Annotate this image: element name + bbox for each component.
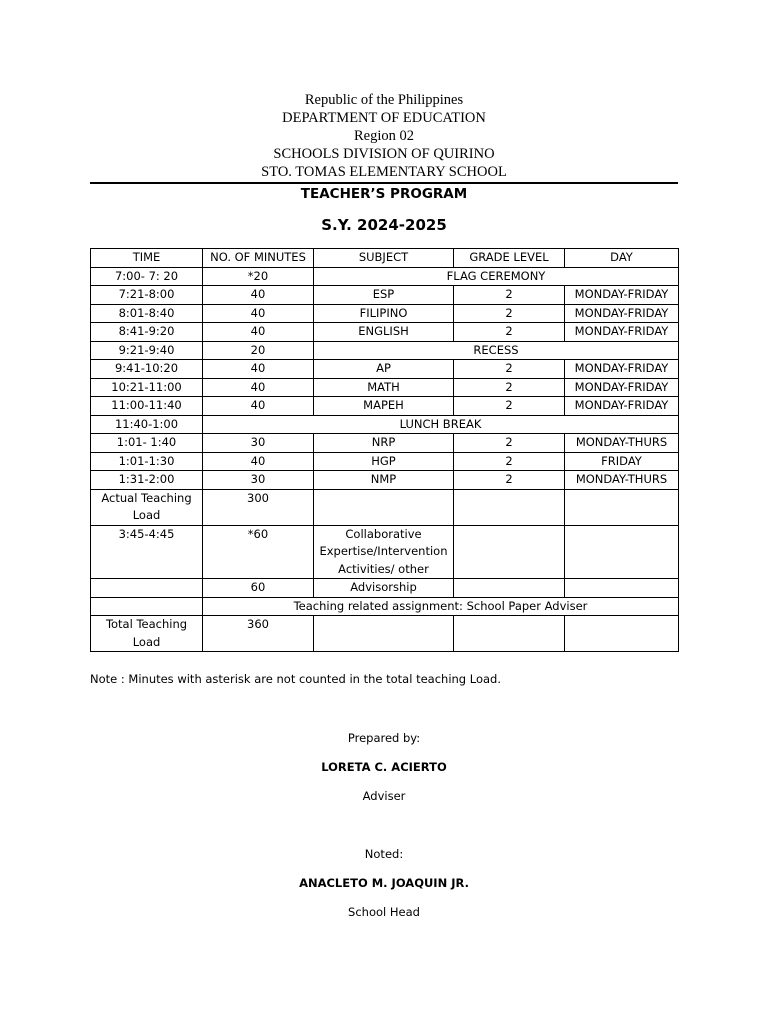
minutes-cell: 30: [203, 434, 314, 453]
table-row: [91, 525, 679, 579]
column-header: GRADE LEVEL: [454, 249, 565, 268]
noted-name: ANACLETO M. JOAQUIN JR.: [299, 876, 469, 890]
minutes-cell: 30: [203, 471, 314, 490]
school-year: S.Y. 2024-2025: [321, 216, 447, 234]
minutes-cell: 40: [203, 286, 314, 305]
footnote: Note : Minutes with asterisk are not counted in the total teaching Load.: [90, 672, 502, 686]
minutes-cell: *60: [203, 525, 314, 579]
time-cell: 7:21-8:00: [91, 286, 203, 305]
subject-cell: Collaborative Expertise/Intervention Activities/ other: [314, 525, 454, 579]
letterhead-region: Region 02: [353, 128, 414, 144]
minutes-cell: 40: [203, 397, 314, 416]
day-cell: MONDAY-FRIDAY: [565, 323, 679, 342]
subject-cell: FILIPINO: [314, 304, 454, 323]
minutes-cell: 40: [203, 323, 314, 342]
minutes-cell: 40: [203, 378, 314, 397]
grade-cell: 2: [454, 434, 565, 453]
empty-cell: [454, 579, 565, 598]
table-row: [91, 434, 679, 453]
empty-cell: [454, 489, 565, 525]
column-header: TIME: [91, 249, 203, 268]
subject-cell: Advisorship: [314, 579, 454, 598]
table-row: [91, 397, 679, 416]
table-row: [91, 415, 679, 434]
empty-cell: [565, 489, 679, 525]
empty-cell: [565, 579, 679, 598]
column-header: NO. OF MINUTES: [203, 249, 314, 268]
empty-cell: [454, 525, 565, 579]
empty-cell: [91, 579, 203, 598]
empty-cell: [565, 616, 679, 652]
subject-cell: HGP: [314, 452, 454, 471]
minutes-cell: 60: [203, 579, 314, 598]
table-row: [91, 616, 679, 652]
minutes-cell: *20: [203, 267, 314, 286]
table-row: [91, 579, 679, 598]
table-row: [91, 452, 679, 471]
total-load-label: Total Teaching Load: [91, 616, 203, 652]
table-row: [91, 597, 679, 616]
subject-cell: NRP: [314, 434, 454, 453]
grade-cell: 2: [454, 304, 565, 323]
noted-title: School Head: [348, 905, 420, 919]
prepared-by-title: Adviser: [362, 789, 406, 803]
subject-cell: MATH: [314, 378, 454, 397]
day-cell: MONDAY-FRIDAY: [565, 378, 679, 397]
table-row: [91, 471, 679, 490]
table-row: [91, 378, 679, 397]
minutes-cell: 300: [203, 489, 314, 525]
actual-load-label: Actual Teaching Load: [91, 489, 203, 525]
schedule-table: [90, 248, 679, 652]
table-row: [91, 267, 679, 286]
empty-cell: [314, 489, 454, 525]
day-cell: MONDAY-FRIDAY: [565, 360, 679, 379]
day-cell: MONDAY-FRIDAY: [565, 286, 679, 305]
letterhead: [90, 91, 678, 181]
time-cell: 1:01-1:30: [91, 452, 203, 471]
table-row: [91, 341, 679, 360]
day-cell: MONDAY-THURS: [565, 471, 679, 490]
activity-cell: LUNCH BREAK: [203, 415, 679, 434]
table-row: [91, 489, 679, 525]
grade-cell: 2: [454, 397, 565, 416]
time-cell: 10:21-11:00: [91, 378, 203, 397]
subject-cell: ENGLISH: [314, 323, 454, 342]
header-divider: [90, 182, 678, 184]
minutes-cell: 40: [203, 452, 314, 471]
empty-cell: [314, 616, 454, 652]
time-cell: 11:00-11:40: [91, 397, 203, 416]
prepared-by-name: LORETA C. ACIERTO: [321, 760, 447, 774]
grade-cell: 2: [454, 452, 565, 471]
time-cell: 1:01- 1:40: [91, 434, 203, 453]
time-cell: 9:41-10:20: [91, 360, 203, 379]
time-cell: 8:41-9:20: [91, 323, 203, 342]
table-row: [91, 286, 679, 305]
assignment-cell: Teaching related assignment: School Paper Adviser: [203, 597, 679, 616]
table-header-row: [91, 249, 679, 268]
letterhead-division: SCHOOLS DIVISION OF QUIRINO: [273, 146, 495, 162]
subject-cell: ESP: [314, 286, 454, 305]
day-cell: MONDAY-THURS: [565, 434, 679, 453]
activity-cell: RECESS: [314, 341, 679, 360]
subject-cell: NMP: [314, 471, 454, 490]
subject-cell: AP: [314, 360, 454, 379]
grade-cell: 2: [454, 360, 565, 379]
table-row: [91, 360, 679, 379]
prepared-by-label: Prepared by:: [347, 731, 421, 745]
minutes-cell: 20: [203, 341, 314, 360]
noted-label: Noted:: [364, 847, 404, 861]
time-cell: 1:31-2:00: [91, 471, 203, 490]
activity-cell: FLAG CEREMONY: [314, 267, 679, 286]
day-cell: FRIDAY: [565, 452, 679, 471]
time-cell: 3:45-4:45: [91, 525, 203, 579]
minutes-cell: 40: [203, 360, 314, 379]
grade-cell: 2: [454, 378, 565, 397]
column-header: SUBJECT: [314, 249, 454, 268]
letterhead-department: DEPARTMENT OF EDUCATION: [282, 110, 486, 126]
day-cell: MONDAY-FRIDAY: [565, 304, 679, 323]
empty-cell: [454, 616, 565, 652]
subject-cell: MAPEH: [314, 397, 454, 416]
time-cell: 9:21-9:40: [91, 341, 203, 360]
time-cell: 7:00- 7: 20: [91, 267, 203, 286]
program-title: TEACHER’S PROGRAM: [300, 186, 468, 202]
minutes-cell: 40: [203, 304, 314, 323]
grade-cell: 2: [454, 471, 565, 490]
minutes-cell: 360: [203, 616, 314, 652]
column-header: DAY: [565, 249, 679, 268]
day-cell: MONDAY-FRIDAY: [565, 397, 679, 416]
grade-cell: 2: [454, 286, 565, 305]
time-cell: 11:40-1:00: [91, 415, 203, 434]
letterhead-school: STO. TOMAS ELEMENTARY SCHOOL: [261, 164, 507, 180]
letterhead-republic: Republic of the Philippines: [304, 92, 464, 108]
grade-cell: 2: [454, 323, 565, 342]
table-row: [91, 323, 679, 342]
table-row: [91, 304, 679, 323]
empty-cell: [91, 597, 203, 616]
time-cell: 8:01-8:40: [91, 304, 203, 323]
empty-cell: [565, 525, 679, 579]
